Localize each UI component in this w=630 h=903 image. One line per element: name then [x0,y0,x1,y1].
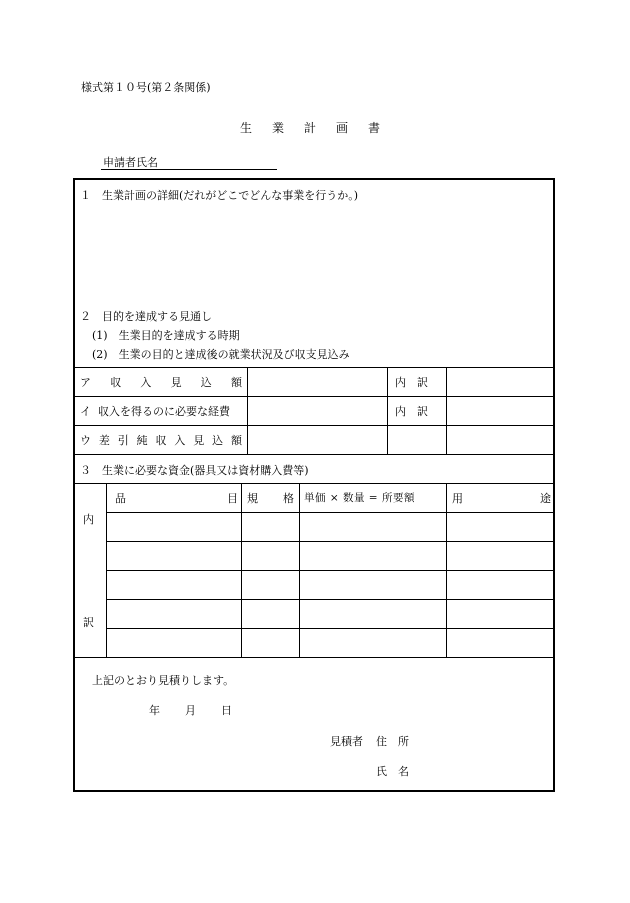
net-income-amount-field[interactable] [249,427,386,453]
funds-use-field[interactable] [447,600,554,628]
label-char: 収 [155,434,167,447]
label-char: 差 [98,434,110,447]
funds-item-field[interactable] [107,513,240,541]
funds-item-field[interactable] [107,571,240,599]
net-income-breakdown-field[interactable] [448,427,553,453]
funds-row [107,600,554,628]
s2-row-divider [75,425,555,426]
label-char: 収 [110,376,122,389]
breakdown-side-label-bottom: 訳 [83,616,94,629]
s2-table-bottom [75,454,555,455]
funds-row [107,542,554,570]
section3-heading: ３ 生業に必要な資金(器具又は資材購入費等) [80,464,309,477]
section2-item2: (2) 生業の目的と達成後の就業状況及び収支見込み [92,348,350,361]
funds-amount-field[interactable] [300,571,445,599]
label-body: 収入を得るのに必要な経費 [98,405,230,418]
income-forecast-label [80,377,242,388]
label-char: 込 [200,376,212,389]
applicant-name-field[interactable] [160,152,276,168]
applicant-name-underline [101,169,277,170]
funds-row [107,571,554,599]
s2-col-divider [387,367,388,454]
income-forecast-breakdown-field[interactable] [448,369,553,395]
funds-spec-field[interactable] [242,542,298,570]
form-number: 様式第１０号(第２条関係) [81,81,211,94]
funds-use-field[interactable] [447,629,554,657]
s2-col-divider [247,367,248,454]
col-header-spec-left: 規 [247,492,258,505]
breakdown-side-label-top: 内 [83,513,94,526]
label-char: ア [80,376,91,389]
net-income-label [80,435,242,446]
funds-spec-field[interactable] [242,571,298,599]
expenses-label [80,406,230,417]
col-header-spec-right: 格 [283,492,294,505]
col-header-calc: 単価 × 数量 = 所要額 [304,492,415,504]
funds-row [107,513,554,541]
label-char: 純 [136,434,148,447]
funds-amount-field[interactable] [300,513,445,541]
funds-row [107,629,554,657]
address-label: 住 所 [376,735,409,748]
col-header-item-right: 目 [227,492,238,505]
s2-table-top [75,367,555,368]
section2-item1: (1) 生業目的を達成する時期 [92,329,240,342]
date-year-label: 年 [149,704,160,717]
label-char: 見 [170,376,182,389]
funds-item-field[interactable] [107,542,240,570]
estimate-statement: 上記のとおり見積りします。 [92,674,235,687]
label-char: 額 [230,376,242,389]
funds-item-field[interactable] [107,600,240,628]
section2-heading: ２ 目的を達成する見通し [80,310,212,323]
s3-table-bottom [75,657,555,658]
page-title: 生 業 計 画 書 [240,121,385,135]
col-header-use-left: 用 [452,492,463,505]
funds-amount-field[interactable] [300,542,445,570]
col-header-use-right: 途 [540,492,551,505]
funds-amount-field[interactable] [300,600,445,628]
funds-spec-field[interactable] [242,600,298,628]
expenses-breakdown-label: 内 訳 [395,405,428,418]
section1-heading: １ 生業計画の詳細(だれがどこでどんな事業を行うか。) [80,189,359,202]
label-char: 入 [140,376,152,389]
expenses-amount-field[interactable] [249,398,386,424]
s2-row-divider [75,396,555,397]
name-label: 氏 名 [376,765,409,778]
estimator-label: 見積者 [330,735,363,748]
col-header-item-left: 品 [115,492,126,505]
label-char: 入 [174,434,186,447]
income-forecast-breakdown-label: 内 訳 [395,376,428,389]
label-char: ウ [80,434,91,447]
date-day-label: 日 [221,704,232,717]
income-forecast-amount-field[interactable] [249,369,386,395]
label-char: 込 [212,434,224,447]
label-prefix: イ [80,405,91,418]
expenses-breakdown-field[interactable] [448,398,553,424]
label-char: 額 [231,434,242,447]
s2-col-divider [446,367,447,454]
funds-spec-field[interactable] [242,513,298,541]
funds-use-field[interactable] [447,571,554,599]
funds-use-field[interactable] [447,542,554,570]
date-month-label: 月 [185,704,196,717]
funds-item-field[interactable] [107,629,240,657]
funds-amount-field[interactable] [300,629,445,657]
applicant-name-label: 申請者氏名 [103,156,158,169]
s3-table-top [75,483,555,484]
label-char: 見 [193,434,205,447]
funds-spec-field[interactable] [242,629,298,657]
funds-use-field[interactable] [447,513,554,541]
section1-content-area[interactable] [80,205,550,300]
label-char: 引 [117,434,129,447]
